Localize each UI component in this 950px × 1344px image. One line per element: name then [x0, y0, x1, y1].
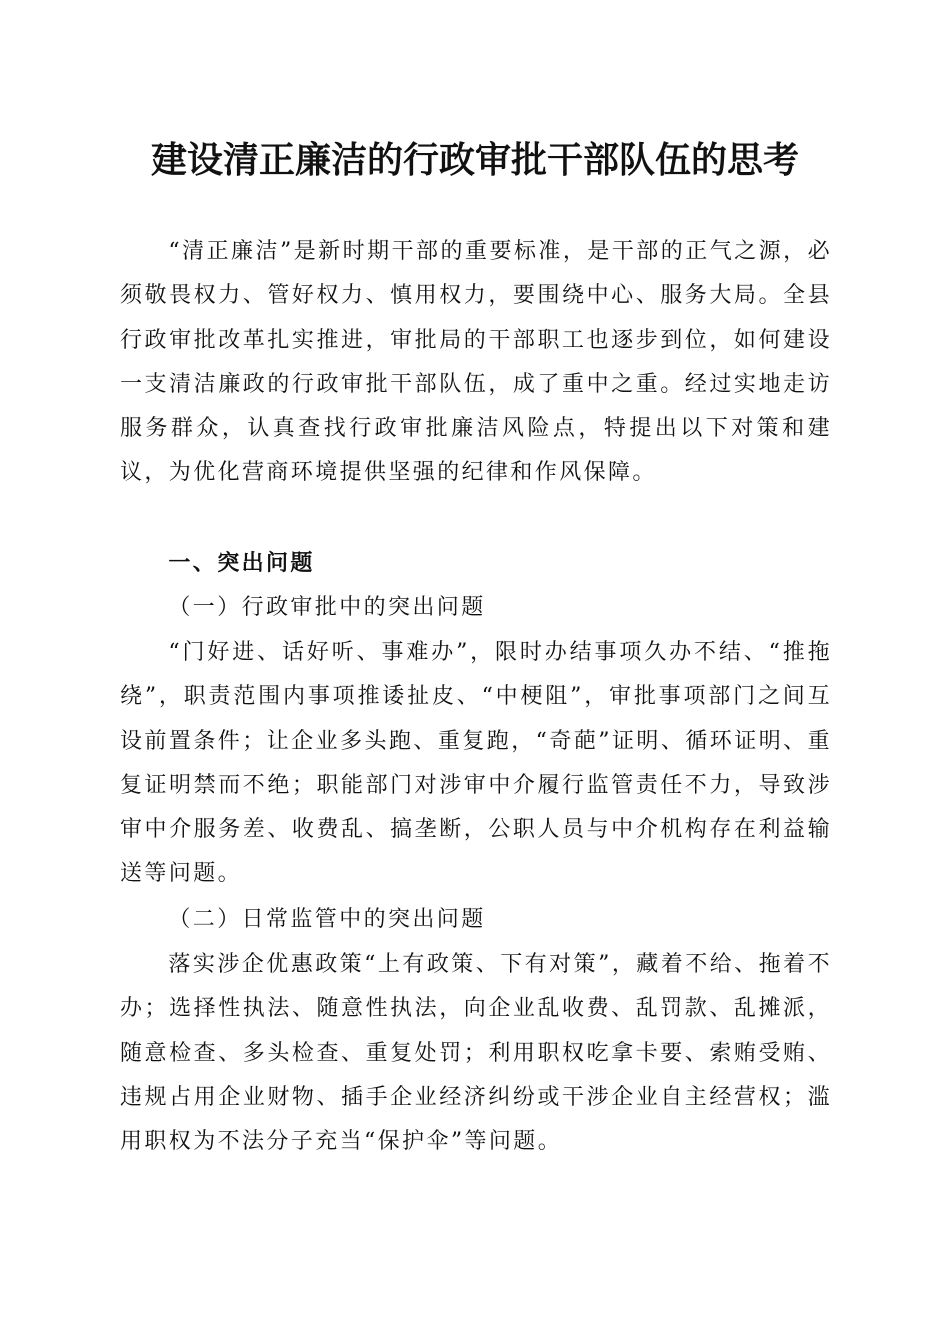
intro-block — [120, 230, 832, 496]
section-1-heading-block — [120, 542, 832, 586]
section-1-heading: 一、突出问题 — [168, 551, 315, 576]
subsection-1-block — [120, 631, 832, 897]
subsection-2-paragraph: 落实涉企优惠政策“上有政策、下有对策”，藏着不给、拖着不办；选择性执法、随意性执法，向企业乱收费、乱罚款、乱摊派，随意检查、多头检查、重复处罚；利用职权吃拿卡要、索贿受贿、违规占用企业财物、插手企业经济纠纷或干涉企业自主经营权；滥用职权为不法分子充当“保护伞”等问题。 — [120, 952, 832, 1155]
subsection-1-heading-block — [120, 586, 832, 630]
document-title: 建设清正廉洁的行政审批干部队伍的思考 — [150, 139, 799, 181]
intro-paragraph: “清正廉洁”是新时期干部的重要标准，是干部的正气之源，必须敬畏权力、管好权力、慎用权力，要围绕中心、服务大局。全县行政审批改革扎实推进，审批局的干部职工也逐步到位，如何建设一支清洁廉政的行政审批干部队伍，成了重中之重。经过实地走访服务群众，认真查找行政审批廉洁风险点，特提出以下对策和建议，为优化营商环境提供坚强的纪律和作风保障。 — [120, 239, 832, 486]
subsection-1-paragraph: “门好进、话好听、事难办”，限时办结事项久办不结、“推拖绕”，职责范围内事项推诿扯皮、“中梗阻”，审批事项部门之间互设前置条件；让企业多头跑、重复跑，“奇葩”证明、循环证明、重复证明禁而不绝；职能部门对涉审中介履行监管责任不力，导致涉审中介服务差、收费乱、搞垄断，公职人员与中介机构存在利益输送等问题。 — [120, 640, 832, 887]
subsection-2-heading-block — [120, 898, 832, 942]
subsection-2-block — [120, 943, 832, 1164]
subsection-1-heading: （一）行政审批中的突出问题 — [168, 595, 486, 620]
subsection-2-heading: （二）日常监管中的突出问题 — [168, 907, 486, 932]
